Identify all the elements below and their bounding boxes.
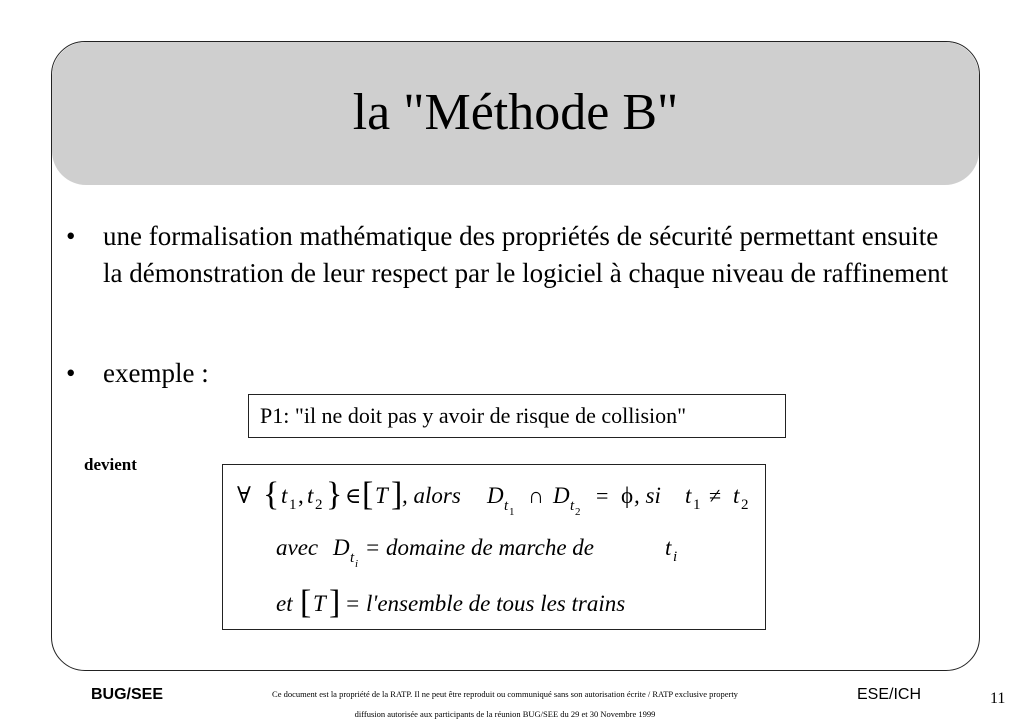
footer-notice-line-1: Ce document est la propriété de la RATP. Il ne peut être reproduit ou communiqué sans son autorisation écrite / RATP exclusive property [272,689,738,699]
footer-right-label: ESE/ICH [857,686,922,703]
var-t: t [665,535,672,560]
var-T: T [313,591,326,616]
comma: , [298,483,304,508]
ensemble-text: = l'ensemble de tous les trains [339,591,626,616]
formula-box [222,464,766,630]
bullet-text: une formalisation mathématique des propriétés de sécurité permettant ensuite la démonstration de leur respect par le logiciel à chaque niveau de raffinement [103,221,949,288]
page-number: 11 [990,690,1006,707]
var-D: D [333,535,350,560]
sub-t: t [570,498,575,514]
formula-line-2 [276,535,677,570]
subsub-i: i [355,558,359,570]
right-bracket: ] [329,584,341,621]
devient-label: devient [84,455,137,474]
alors-text: , alors [402,483,467,508]
subsub-2: 2 [575,506,581,518]
right-bracket: ] [391,476,403,513]
sub-1: 1 [693,497,701,513]
sub-1: 1 [289,497,297,513]
left-bracket: [ [300,584,312,621]
formula-line-1 [237,476,749,518]
element-of-symbol: ∈ [345,483,362,508]
formula-svg [223,465,767,631]
equals-symbol: = [596,483,609,508]
si-text: , si [634,483,667,508]
bullet-text: exemple : [103,358,209,388]
right-brace: } [326,476,343,513]
forall-symbol: ∀ [237,483,251,508]
intersection-symbol: ∩ [528,483,544,508]
footer-notice [230,684,780,724]
sub-t: t [350,550,355,566]
var-t1: t [685,483,692,508]
avec-text: avec [276,535,324,560]
var-t2: t [733,483,740,508]
title-band [52,42,979,185]
empty-set-symbol: ϕ [621,483,634,508]
var-T: T [375,483,388,508]
var-D2: D [553,483,570,508]
bullet-marker: • [66,221,76,251]
var-t2: t [307,483,314,508]
formula-line-3 [276,584,625,621]
property-p1-box: P1: "il ne doit pas y avoir de risque de collision" [248,394,786,438]
left-brace: { [263,476,280,513]
bullet-item [66,218,966,338]
var-t1: t [281,483,288,508]
slide-title: la "Méthode B" [352,84,679,141]
footer-left-label: BUG/SEE [91,686,164,703]
not-equal-symbol: ≠ [709,483,722,508]
left-bracket: [ [362,476,374,513]
var-D1: D [487,483,504,508]
sub-2: 2 [315,497,323,513]
bullet-item [66,355,366,395]
et-text: et [276,591,299,616]
sub-t: t [504,498,509,514]
sub-2: 2 [741,497,749,513]
bullet-marker: • [66,358,76,388]
sub-i: i [673,549,678,565]
subsub-1: 1 [509,506,515,518]
domaine-text: = domaine de marche de [359,535,600,560]
footer-notice-line-2: diffusion autorisée aux participants de la réunion BUG/SEE du 29 et 30 Novembre 1999 [354,709,656,719]
